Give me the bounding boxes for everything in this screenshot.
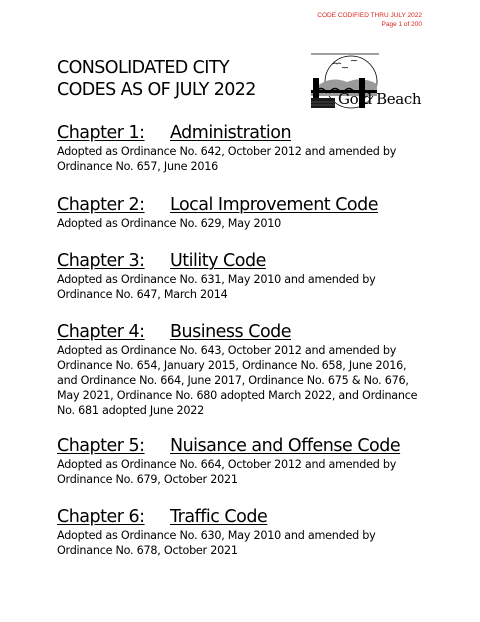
page-title-line-2: CODES AS OF JULY 2022	[57, 80, 256, 100]
chapter-item	[57, 507, 427, 558]
logo-text: Gold Beach	[338, 90, 422, 108]
chapter-number: Chapter 2:	[57, 195, 145, 215]
chapter-description: Adopted as Ordinance No. 630, May 2010 and amended by Ordinance No. 678, October 2021	[57, 529, 376, 557]
chapter-item	[57, 251, 427, 302]
chapter-name: Traffic Code	[170, 507, 268, 527]
chapter-number: Chapter 4:	[57, 322, 145, 342]
chapter-item	[57, 436, 427, 487]
chapter-number: Chapter 5:	[57, 436, 145, 456]
chapter-heading	[57, 251, 427, 272]
page-title-line-1: CONSOLIDATED CITY	[57, 58, 230, 78]
chapter-name: Business Code	[170, 322, 292, 342]
chapter-description: Adopted as Ordinance No. 631, May 2010 and amended by Ordinance No. 647, March 2014	[57, 273, 376, 301]
chapter-description: Adopted as Ordinance No. 642, October 2012 and amended by Ordinance No. 657, June 2016	[57, 145, 397, 173]
chapter-heading	[57, 123, 427, 144]
chapter-heading	[57, 507, 427, 528]
chapter-name: Utility Code	[170, 251, 266, 271]
header-note-codified: CODE CODIFIED THRU JULY 2022	[317, 12, 422, 19]
chapter-item	[57, 123, 427, 174]
header-note-page-number: Page 1 of 200	[381, 21, 422, 28]
chapter-number: Chapter 6:	[57, 507, 145, 527]
header-note	[317, 11, 422, 29]
chapter-description: Adopted as Ordinance No. 643, October 2012 and amended by Ordinance No. 654, January 2015, Ordinance No. 658, June 2016, and Ordinance No. 664, June 2017, Ordinance No. 675 & No. 676, May 2021, Ordinance No. 680 adopted March 2022, and Ordinance No. 681 adopted June 2022	[57, 344, 418, 417]
chapter-description: Adopted as Ordinance No. 664, October 2012 and amended by Ordinance No. 679, October 2021	[57, 458, 397, 486]
chapter-name: Local Improvement Code	[170, 195, 379, 215]
chapter-item	[57, 195, 427, 231]
chapter-number: Chapter 1:	[57, 123, 145, 143]
chapter-name: Administration	[170, 123, 292, 143]
chapter-number: Chapter 3:	[57, 251, 145, 271]
chapter-heading	[57, 195, 427, 216]
page-title	[57, 57, 297, 101]
chapter-heading	[57, 322, 427, 343]
chapter-description: Adopted as Ordinance No. 629, May 2010	[57, 217, 281, 230]
chapter-name: Nuisance and Offense Code	[170, 436, 401, 456]
chapter-heading	[57, 436, 427, 457]
chapter-item	[57, 322, 427, 418]
